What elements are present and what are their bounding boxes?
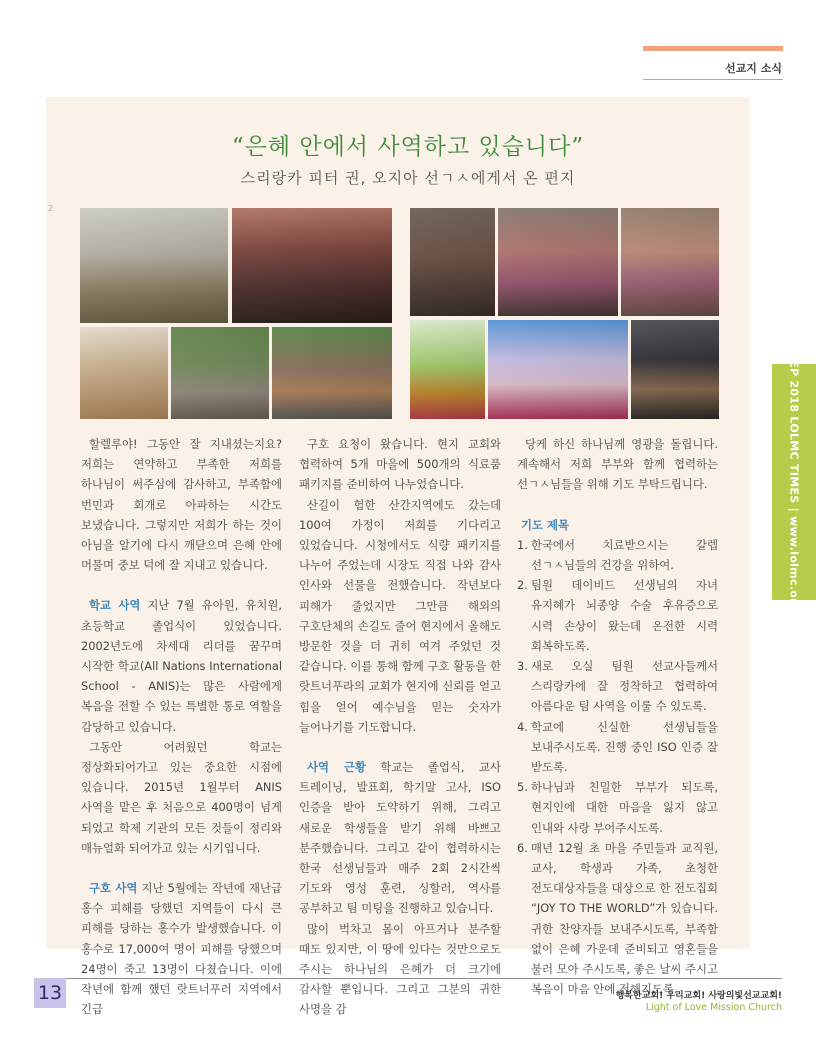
paragraph: 학교 사역 지난 7월 유아원, 유치원, 초등학교 졸업식이 있었습니다. 2002년도에 차세대 리더를 꿈꾸며 시작한 학교(All Nations International School - ANIS)는 많은 사람에게 복음을 전할 수 있는 특별한 통로 역할을 감당하고 있습니다. (81, 598, 282, 734)
article-subtitle: 스리랑카 피터 권, 오지아 선ㄱㅅ에게서 온 편지 (240, 169, 576, 187)
paragraph: 산길이 험한 산간지역에도 갔는데 100여 가정이 저희를 기다리고 있었습니다. 시청에서도 식량 패키지를 나누어 주었는데 시장도 직접 나와 감사 인사와 선물을 전했습니다. 작년보다 피해가 줄었지만 그만큼 해외의 구호단체의 손길도 줄어 현지에서 올해도 방문한 것을 더 귀히 여겨 주었던 것 같습니다. 이를 통해 함께 구호 활동을 한 랏트너푸라의 교회가 현지에 신뢰를 얻고 힘을 얻어 예수님을 믿는 숫자가 늘어나기를 기도합니다. (299, 497, 501, 734)
footer-slogan: 행복한교회! 우리교회! 사랑의빛선교교회! (615, 991, 782, 1001)
paragraph: 그동안 어려웠던 학교는 정상화되어가고 있는 중요한 시점에 있습니다. 2015년 1월부터 ANIS 사역을 맡은 후 처음으로 400명이 넘게 되었고 학제 기관의 모든 것들이 정리와 매뉴얼화 되어가고 있는 시기입니다. (81, 739, 282, 855)
footer-divider (66, 978, 782, 979)
children-class-photo (410, 208, 495, 316)
group-photo (80, 208, 228, 323)
paragraph: 당케 하신 하나님께 영광을 돌립니다. 계속해서 저희 부부와 함께 협력하는 선ㄱㅅ님들을 위해 기도 부탁드립니다. (517, 437, 718, 492)
side-tab-label: SEP 2018 LOLMC TIMES | www.lolmc.org (787, 351, 801, 613)
article-column-1 (81, 434, 282, 1019)
prayer-item: 1. 한국에서 치료받으시는 갈렙 선ㄱㅅ님들의 건강을 위하여. (517, 537, 718, 573)
section-heading: 구호 사역 (89, 881, 138, 896)
prayer-item: 5. 하나님과 친밀한 부부가 되도록, 현지인에 대한 마음을 잃지 않고 인내와 사랑 부어주시도록. (517, 780, 718, 835)
paragraph: 구호 사역 지난 5월에는 작년에 재난급 홍수 피해를 당했던 지역들이 다시 큰 피해를 당하는 홍수가 발생했습니다. 이 홍수로 17,000여 명이 피해를 당했으며 24명이 죽고 13명이 다쳤습니다. 이에 작년에 함께 했던 랏트너푸러 지역에서 긴급 (81, 881, 282, 1017)
church-gathering-photo (232, 208, 392, 323)
article-column-2 (299, 434, 501, 1020)
prayer-item: 3. 새로 오실 팀원 선교사들께서 스리랑카에 잘 정착하고 협력하여 아름다운 팀 사역을 이룰 수 있도록. (517, 659, 718, 714)
prayer-list (517, 535, 718, 1000)
food-packages-photo (80, 327, 168, 419)
church-name: Light of Love Mission Church (645, 1002, 782, 1013)
prayer-title: 기도 제목 (521, 517, 569, 532)
paragraph: 구호 요청이 왔습니다. 현지 교회와 협력하여 5개 마을에 500개의 식료품 패키지를 준비하여 나누었습니다. (299, 437, 501, 492)
article-title: “은혜 안에서 사역하고 있습니다” (231, 134, 585, 160)
food-distribution-photo (171, 327, 269, 419)
header-divider (643, 79, 783, 80)
article-column-3 (517, 434, 718, 999)
paragraph: 할렐루야! 그동안 잘 지내셨는지요? 저희는 연약하고 부족한 저희를 하나님이 써주심에 감사하고, 부족함에 번민과 회개로 아파하는 시간도 보냈습니다. 그렇지만 저희가 하는 것이 아님을 알기에 다시 깨닫으며 은혜 안에 머물며 중보 덕에 잘 지내고 있습니다. (81, 437, 282, 573)
graduation-stage-photo (488, 320, 628, 419)
graduates-photo (631, 320, 719, 419)
header-accent-bar (643, 46, 783, 51)
photo-number: 2 (48, 204, 54, 213)
prayer-item: 2. 팀원 데이비드 선생님의 자녀 유지혜가 뇌종양 수술 후유증으로 시력 손상이 왔는데 온전한 시력 회복하도록. (517, 578, 718, 653)
section-heading: 학교 사역 (89, 598, 141, 613)
section-heading: 사역 근황 (307, 760, 366, 775)
prayer-item: 6. 매년 12월 초 마을 주민들과 교직원, 교사, 학생과 가족, 초청한 전도대상자들을 대상으로 한 전도집회 “JOY TO THE WORLD”가 있습니다. 귀한 찬양자들 보내주시도록, 부족함 없이 은혜 가운데 준비되고 영혼들을 불러 모아 주시도록, 좋은 날씨 주시고 복음이 마음 안에 전해지도록. (517, 840, 718, 997)
page-number: 13 (34, 978, 66, 1008)
prayer-item: 4. 학교에 신실한 선생님들을 보내주시도록. 진행 중인 ISO 인증 잘 받도록. (517, 719, 718, 775)
children-group-photo-2 (621, 208, 719, 316)
children-group-photo (498, 208, 618, 316)
school-kids-photo (410, 320, 485, 419)
paragraph: 사역 근황 학교는 졸업식, 교사 트레이닝, 발표회, 학기말 고사, ISO 인증을 받아 도약하기 위해, 그리고 새로운 학생들을 받기 위해 바쁘고 분주했습니다. 그리고 같이 협력하시는 한국 선생님들과 매주 2회 2시간씩 기도와 영성 훈련, 싱할러, 역사를 공부하고 팀 미팅을 진행하고 있습니다. (299, 760, 501, 916)
section-label: 선교지 소식 (725, 62, 782, 75)
paragraph: 많이 벅차고 몸이 아프거나 분주할 때도 있지만, 이 땅에 있다는 것만으로도 주시는 하나님의 은혜가 더 크기에 감사할 뿐입니다. 그리고 그분의 귀한 사명을 감 (299, 921, 501, 1017)
village-crowd-photo (272, 327, 392, 419)
